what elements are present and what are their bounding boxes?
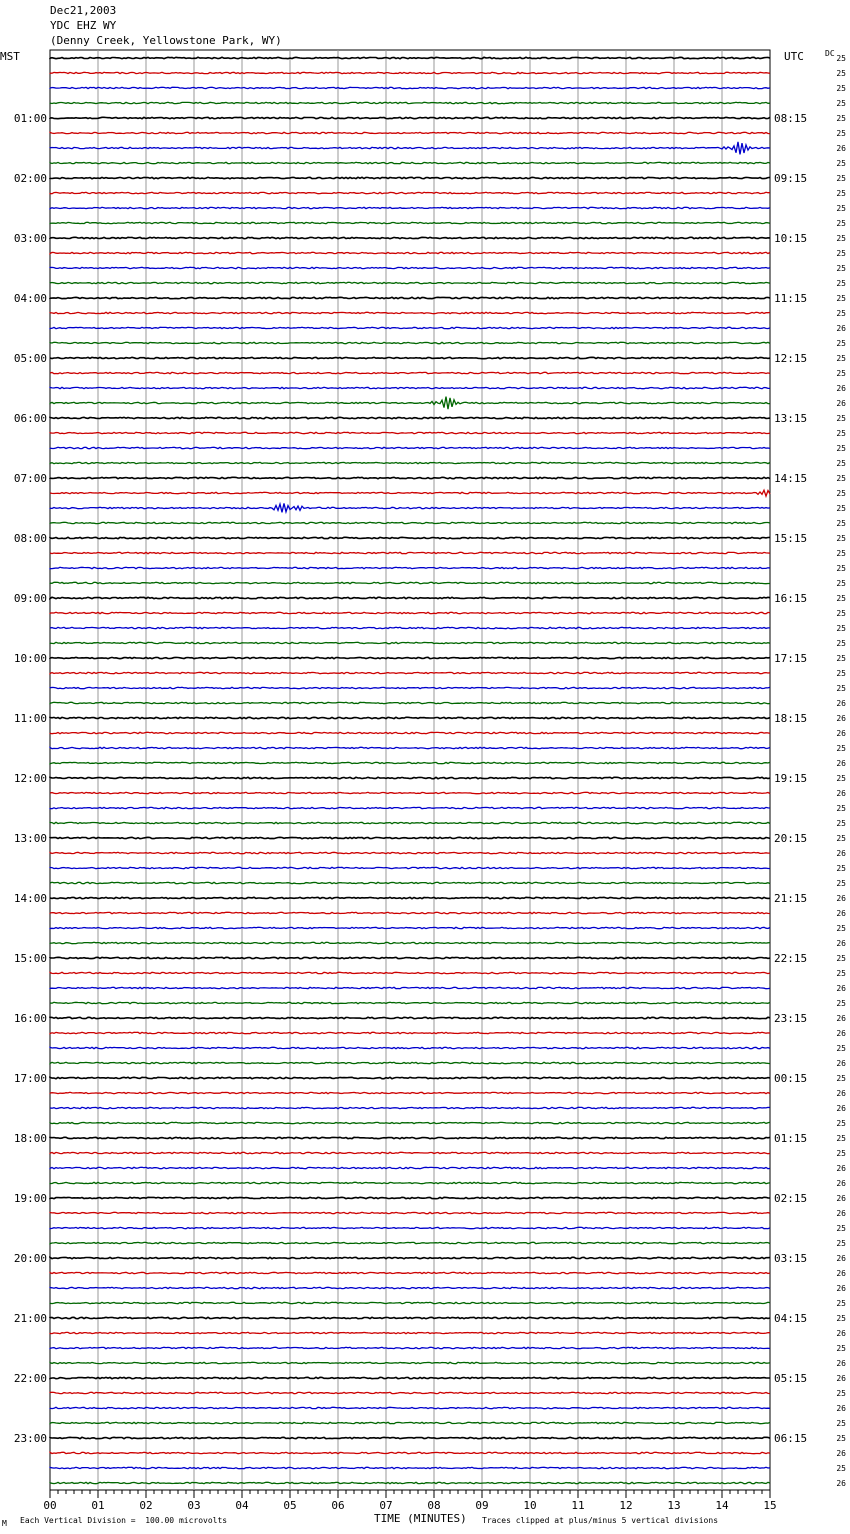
dc-offset-label: 26 [836,849,846,858]
seismic-trace [50,1407,770,1408]
mst-hour-label: 17:00 [13,1072,47,1085]
x-tick-label: 05 [283,1499,297,1512]
utc-hour-label: 12:15 [774,352,808,365]
mst-hour-label: 23:00 [13,1432,47,1445]
dc-offset-label: 25 [836,609,846,618]
seismic-trace [50,717,770,718]
station-location: (Denny Creek, Yellowstone Park, WY) [50,34,282,47]
dc-offset-label: 25 [836,624,846,633]
seismic-trace [50,447,770,448]
dc-offset-label: 26 [836,324,846,333]
dc-offset-label: 25 [836,69,846,78]
seismic-trace [50,822,770,823]
dc-offset-label: 25 [836,129,846,138]
x-tick-label: 06 [331,1499,345,1512]
dc-offset-label: 26 [836,1479,846,1488]
mst-hour-label: 18:00 [13,1132,47,1145]
seismic-trace [50,1212,770,1213]
seismic-trace [50,237,770,238]
dc-offset-label: 25 [836,924,846,933]
dc-offset-label: 25 [836,969,846,978]
utc-hour-label: 17:15 [774,652,808,665]
x-tick-label: 01 [91,1499,105,1512]
dc-offset-label: 25 [836,1299,846,1308]
seismic-trace [50,672,770,673]
dc-offset-label: 25 [836,1314,846,1323]
dc-offset-label: 26 [836,399,846,408]
seismic-trace [50,162,770,163]
seismic-trace [50,627,770,628]
seismic-trace [50,747,770,748]
record-date: Dec21,2003 [50,4,117,17]
seismic-trace [50,942,770,943]
seismic-trace [50,490,770,496]
seismic-trace [50,897,770,898]
dc-offset-label: 26 [836,1359,846,1368]
dc-offset-label: 25 [836,489,846,498]
x-tick-label: 14 [715,1499,729,1512]
seismic-trace [50,1377,770,1378]
mst-hour-label: 21:00 [13,1312,47,1325]
dc-offset-label: 25 [836,1149,846,1158]
seismic-trace [50,252,770,253]
mst-hour-label: 14:00 [13,892,47,905]
seismic-trace [50,177,770,178]
dc-offset-label: 26 [836,1059,846,1068]
seismic-trace [50,57,770,58]
seismic-trace [50,852,770,853]
dc-offset-label: 25 [836,654,846,663]
mst-hour-label: 02:00 [13,172,47,185]
seismic-trace [50,1287,770,1288]
dc-offset-label: 25 [836,294,846,303]
mst-hour-label: 20:00 [13,1252,47,1265]
seismic-trace [50,657,770,658]
seismic-trace [50,192,770,193]
seismic-trace [50,1362,770,1363]
seismic-trace [50,432,770,433]
seismic-trace [50,1242,770,1243]
seismic-trace [50,102,770,103]
station-code: YDC EHZ WY [50,19,117,32]
dc-offset-label: 25 [836,1134,846,1143]
x-tick-label: 15 [763,1499,777,1512]
dc-offset-label: 25 [836,279,846,288]
utc-hour-label: 18:15 [774,712,808,725]
dc-offset-label: 26 [836,384,846,393]
dc-offset-label: 26 [836,1194,846,1203]
utc-hour-label: 08:15 [774,112,808,125]
seismic-trace [50,1272,770,1273]
seismic-trace [50,462,770,463]
dc-offset-label: 25 [836,819,846,828]
dc-offset-label: 25 [836,954,846,963]
utc-hour-label: 09:15 [774,172,808,185]
seismic-trace [50,222,770,223]
dc-offset-label: 25 [836,1119,846,1128]
seismic-trace [50,327,770,328]
dc-offset-label: 25 [836,339,846,348]
x-tick-label: 07 [379,1499,393,1512]
seismic-trace [50,567,770,568]
dc-offset-label: 25 [836,249,846,258]
dc-offset-label: 26 [836,714,846,723]
mst-hour-label: 13:00 [13,832,47,845]
seismic-trace [50,867,770,868]
dc-offset-label: 25 [836,639,846,648]
seismic-trace [50,1437,770,1438]
dc-offset-label: 25 [836,1239,846,1248]
seismic-trace [50,552,770,553]
seismic-trace [50,912,770,913]
utc-hour-label: 06:15 [774,1432,808,1445]
dc-offset-label: 25 [836,1044,846,1053]
dc-offset-label: 26 [836,1179,846,1188]
seismic-trace [50,582,770,583]
dc-offset-label: 25 [836,1419,846,1428]
dc-offset-label: 25 [836,414,846,423]
utc-hour-label: 11:15 [774,292,808,305]
seismic-trace [50,1032,770,1033]
mst-hour-label: 07:00 [13,472,47,485]
seismic-trace [50,1152,770,1153]
seismic-trace [50,1092,770,1093]
seismic-trace [50,117,770,118]
x-axis-title: TIME (MINUTES) [374,1512,467,1525]
seismic-trace [50,1482,770,1483]
dc-offset-label: 25 [836,84,846,93]
seismic-trace [50,762,770,763]
dc-offset-label: 25 [836,549,846,558]
seismic-trace [50,1392,770,1393]
seismic-trace [50,1197,770,1198]
mst-hour-label: 04:00 [13,292,47,305]
utc-hour-label: 13:15 [774,412,808,425]
dc-offset-label: 25 [836,234,846,243]
x-tick-label: 04 [235,1499,249,1512]
seismic-trace [50,503,770,512]
mst-axis-title: MST [0,50,20,63]
dc-offset-label: 25 [836,354,846,363]
dc-offset-label: 25 [836,459,846,468]
seismic-trace [50,387,770,388]
dc-offset-label: 26 [836,699,846,708]
seismic-trace [50,777,770,778]
dc-offset-label: 26 [836,939,846,948]
mst-hour-label: 16:00 [13,1012,47,1025]
seismic-trace [50,642,770,643]
dc-offset-label: 25 [836,159,846,168]
seismic-trace [50,807,770,808]
dc-offset-label: 26 [836,1089,846,1098]
dc-offset-label: 25 [836,474,846,483]
dc-offset-label: 25 [836,804,846,813]
dc-offset-label: 26 [836,759,846,768]
dc-offset-label: 25 [836,579,846,588]
seismic-trace [50,702,770,703]
x-tick-label: 03 [187,1499,201,1512]
utc-hour-label: 19:15 [774,772,808,785]
mst-hour-label: 12:00 [13,772,47,785]
dc-offset-label: 26 [836,1269,846,1278]
seismic-trace [50,837,770,838]
dc-offset-label: 26 [836,1029,846,1038]
mst-hour-label: 22:00 [13,1372,47,1385]
seismic-trace [50,1047,770,1048]
seismic-trace [50,927,770,928]
dc-label: DC [825,49,835,58]
mst-hour-label: 10:00 [13,652,47,665]
seismic-trace [50,297,770,298]
x-tick-label: 08 [427,1499,441,1512]
x-tick-label: 11 [571,1499,585,1512]
seismic-trace [50,1137,770,1138]
seismic-trace [50,1422,770,1423]
seismic-trace [50,372,770,373]
seismic-trace [50,687,770,688]
dc-offset-label: 26 [836,1284,846,1293]
seismic-trace [50,342,770,343]
dc-offset-label: 25 [836,99,846,108]
utc-hour-label: 20:15 [774,832,808,845]
seismic-trace [50,1257,770,1258]
dc-offset-label: 25 [836,309,846,318]
dc-offset-label: 25 [836,54,846,63]
utc-hour-label: 16:15 [774,592,808,605]
dc-offset-label: 25 [836,684,846,693]
utc-hour-label: 02:15 [774,1192,808,1205]
seismic-trace [50,282,770,283]
dc-offset-label: 25 [836,369,846,378]
dc-offset-label: 25 [836,264,846,273]
mst-hour-label: 01:00 [13,112,47,125]
seismic-trace [50,357,770,358]
seismic-trace [50,1467,770,1468]
seismic-trace [50,312,770,313]
seismic-trace [50,522,770,523]
utc-hour-label: 03:15 [774,1252,808,1265]
dc-offset-label: 25 [836,834,846,843]
dc-offset-label: 25 [836,1434,846,1443]
seismic-trace [50,87,770,88]
mst-hour-label: 06:00 [13,412,47,425]
dc-offset-label: 26 [836,984,846,993]
utc-hour-label: 00:15 [774,1072,808,1085]
seismic-trace [50,1062,770,1063]
x-tick-label: 13 [667,1499,681,1512]
utc-axis-title: UTC [784,50,804,63]
utc-hour-label: 10:15 [774,232,808,245]
dc-offset-label: 26 [836,1404,846,1413]
utc-hour-label: 04:15 [774,1312,808,1325]
dc-offset-label: 25 [836,774,846,783]
seismic-trace [50,207,770,208]
dc-offset-label: 25 [836,219,846,228]
dc-offset-label: 26 [836,1164,846,1173]
seismic-trace [50,537,770,538]
seismic-trace [50,142,770,155]
dc-offset-label: 26 [836,144,846,153]
utc-hour-label: 22:15 [774,952,808,965]
dc-offset-label: 26 [836,909,846,918]
mst-hour-label: 08:00 [13,532,47,545]
dc-offset-label: 25 [836,534,846,543]
dc-offset-label: 26 [836,1254,846,1263]
dc-offset-label: 26 [836,1449,846,1458]
seismic-trace [50,1302,770,1303]
seismic-trace [50,1347,770,1348]
dc-offset-label: 25 [836,1389,846,1398]
seismic-trace [50,1002,770,1003]
seismic-trace [50,1332,770,1333]
dc-offset-label: 25 [836,1344,846,1353]
seismic-trace [50,1017,770,1018]
seismic-trace [50,792,770,793]
mst-hour-label: 11:00 [13,712,47,725]
mst-hour-label: 15:00 [13,952,47,965]
seismic-trace [50,477,770,478]
dc-offset-label: 25 [836,1224,846,1233]
seismic-trace [50,397,770,410]
dc-offset-label: 25 [836,669,846,678]
dc-offset-label: 26 [836,894,846,903]
seismic-trace [50,597,770,598]
dc-offset-label: 25 [836,1074,846,1083]
dc-offset-label: 25 [836,744,846,753]
seismic-trace [50,732,770,733]
x-tick-label: 10 [523,1499,537,1512]
seismic-trace [50,1452,770,1453]
seismic-trace [50,1317,770,1318]
seismic-trace [50,132,770,133]
seismic-trace [50,1182,770,1183]
dc-offset-label: 26 [836,1014,846,1023]
seismic-trace [50,972,770,973]
dc-offset-label: 25 [836,204,846,213]
clip-note: Traces clipped at plus/minus 5 vertical divisions [482,1516,719,1525]
scale-note: Each Vertical Division = 100.00 microvolts [20,1516,228,1525]
seismic-trace [50,612,770,613]
dc-offset-label: 25 [836,564,846,573]
dc-offset-label: 25 [836,1464,846,1473]
dc-offset-label: 25 [836,999,846,1008]
utc-hour-label: 05:15 [774,1372,808,1385]
seismic-trace [50,72,770,73]
x-tick-label: 09 [475,1499,489,1512]
mst-hour-label: 03:00 [13,232,47,245]
mst-hour-label: 09:00 [13,592,47,605]
seismic-trace [50,1107,770,1108]
dc-offset-label: 26 [836,1209,846,1218]
dc-offset-label: 25 [836,519,846,528]
corner-mark: M [2,1519,7,1528]
x-tick-label: 00 [43,1499,57,1512]
seismic-trace [50,267,770,268]
seismic-trace [50,1122,770,1123]
seismic-trace [50,1167,770,1168]
dc-offset-label: 25 [836,114,846,123]
x-tick-label: 02 [139,1499,153,1512]
dc-offset-label: 26 [836,1104,846,1113]
dc-offset-label: 25 [836,174,846,183]
utc-hour-label: 14:15 [774,472,808,485]
seismic-trace [50,1227,770,1228]
seismic-trace [50,957,770,958]
dc-offset-label: 25 [836,879,846,888]
dc-offset-label: 25 [836,189,846,198]
dc-offset-label: 26 [836,1329,846,1338]
dc-offset-label: 26 [836,1374,846,1383]
utc-hour-label: 23:15 [774,1012,808,1025]
dc-offset-label: 25 [836,429,846,438]
utc-hour-label: 21:15 [774,892,808,905]
seismic-trace [50,417,770,418]
dc-offset-label: 25 [836,504,846,513]
dc-offset-label: 26 [836,789,846,798]
mst-hour-label: 05:00 [13,352,47,365]
dc-offset-label: 25 [836,594,846,603]
seismic-trace [50,1077,770,1078]
x-tick-label: 12 [619,1499,633,1512]
seismic-trace [50,882,770,883]
utc-hour-label: 01:15 [774,1132,808,1145]
dc-offset-label: 25 [836,864,846,873]
mst-hour-label: 19:00 [13,1192,47,1205]
seismic-trace [50,987,770,988]
dc-offset-label: 26 [836,729,846,738]
dc-offset-label: 25 [836,444,846,453]
utc-hour-label: 15:15 [774,532,808,545]
